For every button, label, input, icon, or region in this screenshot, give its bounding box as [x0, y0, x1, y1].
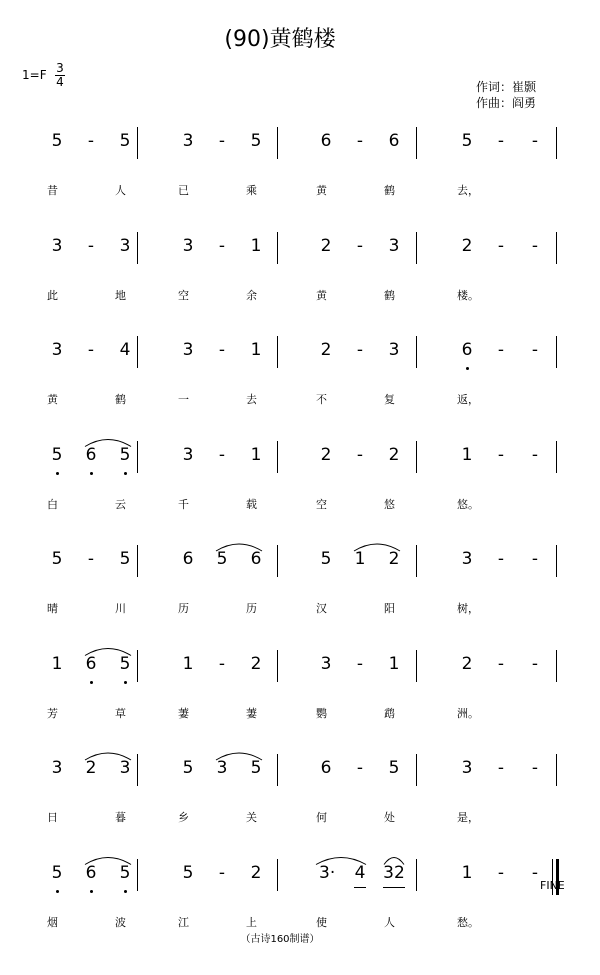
lyric-char: 日: [47, 811, 58, 824]
note: 4: [354, 862, 366, 883]
duration-dash: -: [531, 862, 539, 883]
note: 5: [51, 862, 63, 883]
note: 3: [51, 235, 63, 256]
duration-dash: -: [497, 549, 505, 569]
note: 3·: [319, 862, 336, 883]
lyric-char: 黄: [316, 288, 327, 302]
lyric-char: 黄: [47, 393, 58, 406]
lyric-char: 汉: [316, 602, 327, 615]
duration-dash: -: [497, 758, 505, 778]
lyric-char: 江: [178, 915, 189, 929]
lyricist-credit: 作词：崔颢: [476, 80, 537, 94]
lyric-char: 洲。: [457, 706, 479, 720]
duration-dash: -: [87, 340, 95, 360]
lyric-char: 已: [178, 184, 189, 197]
lyric-char: 萋: [246, 706, 257, 720]
note: 3: [119, 758, 131, 778]
duration-dash: -: [531, 549, 539, 569]
duration-dash: -: [218, 862, 226, 883]
duration-dash: -: [218, 444, 226, 465]
lyric-char: 白: [47, 497, 58, 511]
slur: [316, 858, 366, 865]
note: 2: [461, 235, 473, 256]
key-signature: 1=F: [22, 68, 47, 82]
note: 2: [85, 758, 97, 778]
note: 3: [182, 235, 194, 256]
lyric-char: 阳: [384, 602, 395, 615]
lyric-char: 悠。: [457, 497, 479, 511]
note: 5: [216, 549, 228, 569]
lyric-char: 历: [246, 602, 257, 615]
lyric-char: 昔: [47, 184, 58, 197]
note: 6: [182, 549, 194, 569]
footer-credit: （古诗160制谱）: [240, 934, 320, 945]
duration-dash: -: [497, 131, 505, 151]
lyric-char: 空: [316, 497, 327, 511]
lyric-char: 载: [246, 497, 257, 511]
note: 6: [320, 131, 332, 151]
note: 1: [250, 444, 262, 465]
slur: [354, 544, 400, 551]
lyric-char: 返，: [457, 393, 479, 406]
note: 2: [388, 444, 400, 465]
lyric-char: 晴: [47, 602, 58, 615]
lyric-char: 波: [115, 915, 126, 929]
note: 2: [388, 549, 400, 569]
lyric-char: 黄: [316, 184, 327, 197]
lyric-char: 复: [384, 393, 395, 406]
note: 5: [119, 131, 131, 151]
note: 6: [388, 131, 400, 151]
note: 3: [119, 235, 131, 256]
lyric-char: 处: [384, 811, 395, 824]
note: 5: [182, 758, 194, 778]
note: 3: [182, 131, 194, 151]
slur: [85, 649, 131, 656]
note: 3: [461, 549, 473, 569]
page-title: (90)黄鹤楼: [224, 27, 336, 52]
duration-dash: -: [218, 340, 226, 360]
slur: [216, 753, 262, 760]
lyric-char: 去，: [457, 184, 479, 197]
note: 32: [383, 862, 405, 883]
note: 6: [250, 549, 262, 569]
note: 3: [388, 340, 400, 360]
lyric-char: 空: [178, 288, 189, 302]
lyric-char: 鹉: [384, 706, 395, 720]
duration-dash: -: [497, 444, 505, 465]
lyric-char: 烟: [47, 915, 58, 929]
lyric-char: 云: [115, 497, 126, 511]
note: 3: [388, 235, 400, 256]
note: 3: [182, 444, 194, 465]
note: 5: [320, 549, 332, 569]
duration-dash: -: [218, 235, 226, 256]
note: 5: [119, 862, 131, 883]
note: 5: [250, 131, 262, 151]
note: 2: [250, 862, 262, 883]
slur: [216, 544, 262, 551]
note: 3: [320, 653, 332, 674]
duration-dash: -: [531, 444, 539, 465]
duration-dash: -: [497, 653, 505, 674]
lyric-char: 愁。: [457, 915, 479, 929]
note: 3: [182, 340, 194, 360]
note: 3: [216, 758, 228, 778]
lyric-char: 何: [316, 811, 327, 824]
duration-dash: -: [356, 340, 364, 360]
lyric-char: 余: [246, 288, 257, 302]
duration-dash: -: [531, 653, 539, 674]
note: 2: [320, 444, 332, 465]
note: 1: [461, 444, 473, 465]
composer-credit: 作曲：阎勇: [476, 96, 537, 110]
duration-dash: -: [356, 235, 364, 256]
lyric-char: 芳: [47, 706, 58, 720]
lyric-char: 树，: [457, 602, 479, 615]
lyric-char: 人: [384, 915, 395, 929]
lyric-char: 去: [246, 393, 257, 406]
note: 6: [85, 862, 97, 883]
note: 1: [250, 235, 262, 256]
note: 3: [51, 340, 63, 360]
duration-dash: -: [356, 653, 364, 674]
lyric-char: 鹦: [316, 706, 327, 720]
duration-dash: -: [531, 340, 539, 360]
lyric-char: 楼。: [457, 288, 479, 302]
lyric-char: 上: [246, 915, 257, 929]
note: 6: [85, 653, 97, 674]
note: 5: [182, 862, 194, 883]
note: 3: [461, 758, 473, 778]
duration-dash: -: [356, 131, 364, 151]
note: 2: [320, 235, 332, 256]
note: 5: [51, 549, 63, 569]
note: 1: [354, 549, 366, 569]
lyric-char: 地: [115, 288, 126, 302]
lyric-char: 悠: [384, 497, 395, 511]
duration-dash: -: [87, 131, 95, 151]
duration-dash: -: [356, 758, 364, 778]
duration-dash: -: [87, 549, 95, 569]
note: 1: [250, 340, 262, 360]
time-signature-top: 3: [56, 61, 64, 75]
lyric-char: 是，: [457, 811, 479, 824]
note: 6: [461, 340, 473, 360]
lyric-char: 此: [47, 288, 58, 302]
lyric-char: 乘: [246, 184, 257, 197]
lyric-char: 鹤: [115, 393, 126, 406]
lyric-char: 萋: [178, 706, 189, 720]
duration-dash: -: [497, 862, 505, 883]
lyric-char: 历: [178, 602, 189, 615]
duration-dash: -: [531, 235, 539, 256]
lyric-char: 鹤: [384, 184, 395, 197]
note: 1: [461, 862, 473, 883]
note: 6: [85, 444, 97, 465]
note: 5: [51, 444, 63, 465]
lyric-char: 使: [316, 915, 327, 929]
duration-dash: -: [218, 653, 226, 674]
duration-dash: -: [218, 131, 226, 151]
time-signature-bottom: 4: [56, 75, 64, 89]
lyric-char: 鹤: [384, 288, 395, 302]
duration-dash: -: [497, 235, 505, 256]
note: 2: [320, 340, 332, 360]
note: 2: [461, 653, 473, 674]
duration-dash: -: [87, 235, 95, 256]
lyric-char: 川: [115, 602, 126, 615]
slur: [85, 440, 131, 447]
note: 5: [51, 131, 63, 151]
lyric-char: 暮: [115, 811, 126, 824]
lyric-char: 关: [246, 811, 257, 824]
lyric-char: 不: [316, 393, 327, 406]
lyric-char: 千: [178, 497, 189, 511]
note: 6: [320, 758, 332, 778]
note: 2: [250, 653, 262, 674]
note: 5: [119, 653, 131, 674]
duration-dash: -: [497, 340, 505, 360]
note: 5: [250, 758, 262, 778]
fine-mark: FINE: [540, 879, 565, 892]
slur: [85, 858, 131, 865]
note: 1: [51, 653, 63, 674]
slur: [85, 753, 131, 760]
duration-dash: -: [531, 131, 539, 151]
lyric-char: 草: [115, 706, 126, 720]
slur: [384, 858, 404, 865]
lyric-char: 人: [115, 184, 126, 197]
duration-dash: -: [531, 758, 539, 778]
duration-dash: -: [356, 444, 364, 465]
note: 5: [461, 131, 473, 151]
note: 4: [119, 340, 131, 360]
note: 5: [388, 758, 400, 778]
note: 5: [119, 444, 131, 465]
lyric-char: 乡: [178, 811, 189, 824]
note: 3: [51, 758, 63, 778]
lyric-char: 一: [178, 393, 189, 406]
note: 5: [119, 549, 131, 569]
note: 1: [388, 653, 400, 674]
note: 1: [182, 653, 194, 674]
